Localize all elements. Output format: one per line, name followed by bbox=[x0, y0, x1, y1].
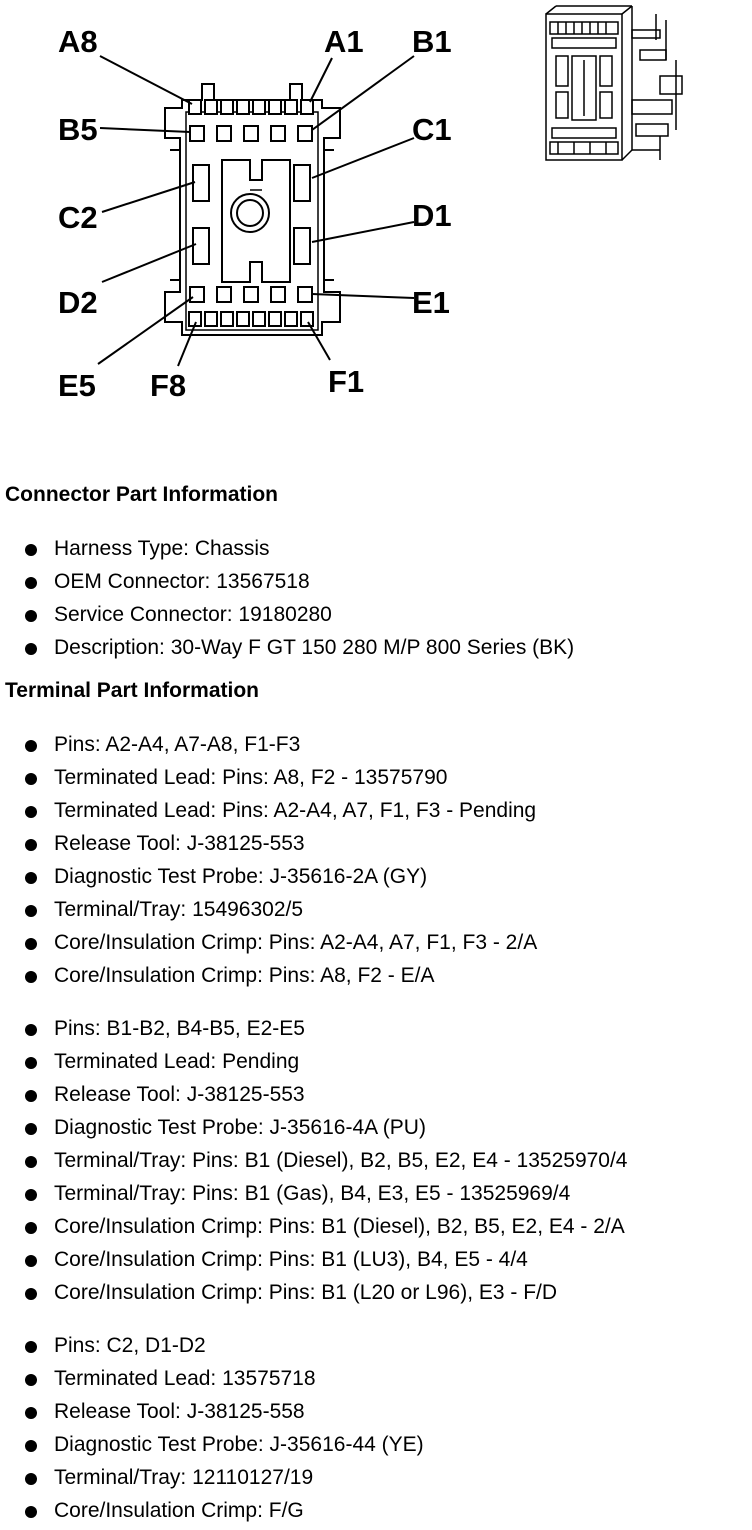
list-item: Release Tool: J-38125-558 bbox=[0, 1397, 424, 1430]
list-item: Core/Insulation Crimp: F/G bbox=[0, 1496, 424, 1529]
list-item: Terminal/Tray: Pins: B1 (Gas), B4, E3, E5 - 13525969/4 bbox=[0, 1179, 628, 1212]
connector-part-info-title: Connector Part Information bbox=[5, 483, 279, 506]
terminal-group-3-list bbox=[0, 1331, 424, 1529]
list-item: Terminal/Tray: 15496302/5 bbox=[0, 895, 537, 928]
label-b1: B1 bbox=[412, 24, 452, 59]
label-d1: D1 bbox=[412, 198, 452, 233]
list-item: Terminal/Tray: 12110127/19 bbox=[0, 1463, 424, 1496]
list-item: Description: 30-Way F GT 150 280 M/P 800 Series (BK) bbox=[0, 633, 574, 666]
list-item: Diagnostic Test Probe: J-35616-4A (PU) bbox=[0, 1113, 628, 1146]
list-item: Core/Insulation Crimp: Pins: A8, F2 - E/A bbox=[0, 961, 537, 994]
label-b5: B5 bbox=[58, 112, 98, 147]
row-b-cavities bbox=[190, 126, 312, 141]
list-item: Service Connector: 19180280 bbox=[0, 600, 574, 633]
list-item: Terminated Lead: Pins: A8, F2 - 13575790 bbox=[0, 763, 537, 796]
label-c2: C2 bbox=[58, 200, 98, 235]
list-item: Release Tool: J-38125-553 bbox=[0, 1080, 628, 1113]
label-f1: F1 bbox=[328, 364, 365, 399]
list-item: Terminated Lead: Pins: A2-A4, A7, F1, F3 - Pending bbox=[0, 796, 537, 829]
list-item: OEM Connector: 13567518 bbox=[0, 567, 574, 600]
terminal-group-2-list bbox=[0, 1014, 628, 1311]
row-f-cavities bbox=[189, 312, 313, 326]
list-item: Core/Insulation Crimp: Pins: A2-A4, A7, F1, F3 - 2/A bbox=[0, 928, 537, 961]
list-item: Core/Insulation Crimp: Pins: B1 (L20 or L96), E3 - F/D bbox=[0, 1278, 628, 1311]
label-c1: C1 bbox=[412, 112, 452, 147]
list-item: Pins: B1-B2, B4-B5, E2-E5 bbox=[0, 1014, 628, 1047]
label-e5: E5 bbox=[58, 368, 96, 403]
label-f8: F8 bbox=[150, 368, 187, 403]
list-item: Core/Insulation Crimp: Pins: B1 (LU3), B4, E5 - 4/4 bbox=[0, 1245, 628, 1278]
label-a1: A1 bbox=[324, 24, 364, 59]
list-item: Terminated Lead: Pending bbox=[0, 1047, 628, 1080]
list-item: Terminal/Tray: Pins: B1 (Diesel), B2, B5, E2, E4 - 13525970/4 bbox=[0, 1146, 628, 1179]
label-e1: E1 bbox=[412, 285, 450, 320]
list-item: Pins: A2-A4, A7-A8, F1-F3 bbox=[0, 730, 537, 763]
list-item: Diagnostic Test Probe: J-35616-44 (YE) bbox=[0, 1430, 424, 1463]
list-item: Diagnostic Test Probe: J-35616-2A (GY) bbox=[0, 862, 537, 895]
terminal-part-info-title: Terminal Part Information bbox=[5, 679, 259, 702]
list-item: Harness Type: Chassis bbox=[0, 534, 574, 567]
label-d2: D2 bbox=[58, 285, 98, 320]
list-item: Core/Insulation Crimp: Pins: B1 (Diesel), B2, B5, E2, E4 - 2/A bbox=[0, 1212, 628, 1245]
list-item: Release Tool: J-38125-553 bbox=[0, 829, 537, 862]
connector-part-info-list bbox=[0, 534, 574, 666]
row-e-cavities bbox=[190, 287, 312, 302]
label-a8: A8 bbox=[58, 24, 98, 59]
terminal-group-1-list bbox=[0, 730, 537, 994]
list-item: Pins: C2, D1-D2 bbox=[0, 1331, 424, 1364]
list-item: Terminated Lead: 13575718 bbox=[0, 1364, 424, 1397]
connector-face-diagram bbox=[0, 0, 752, 440]
connector-side-view-illustration bbox=[546, 6, 682, 160]
